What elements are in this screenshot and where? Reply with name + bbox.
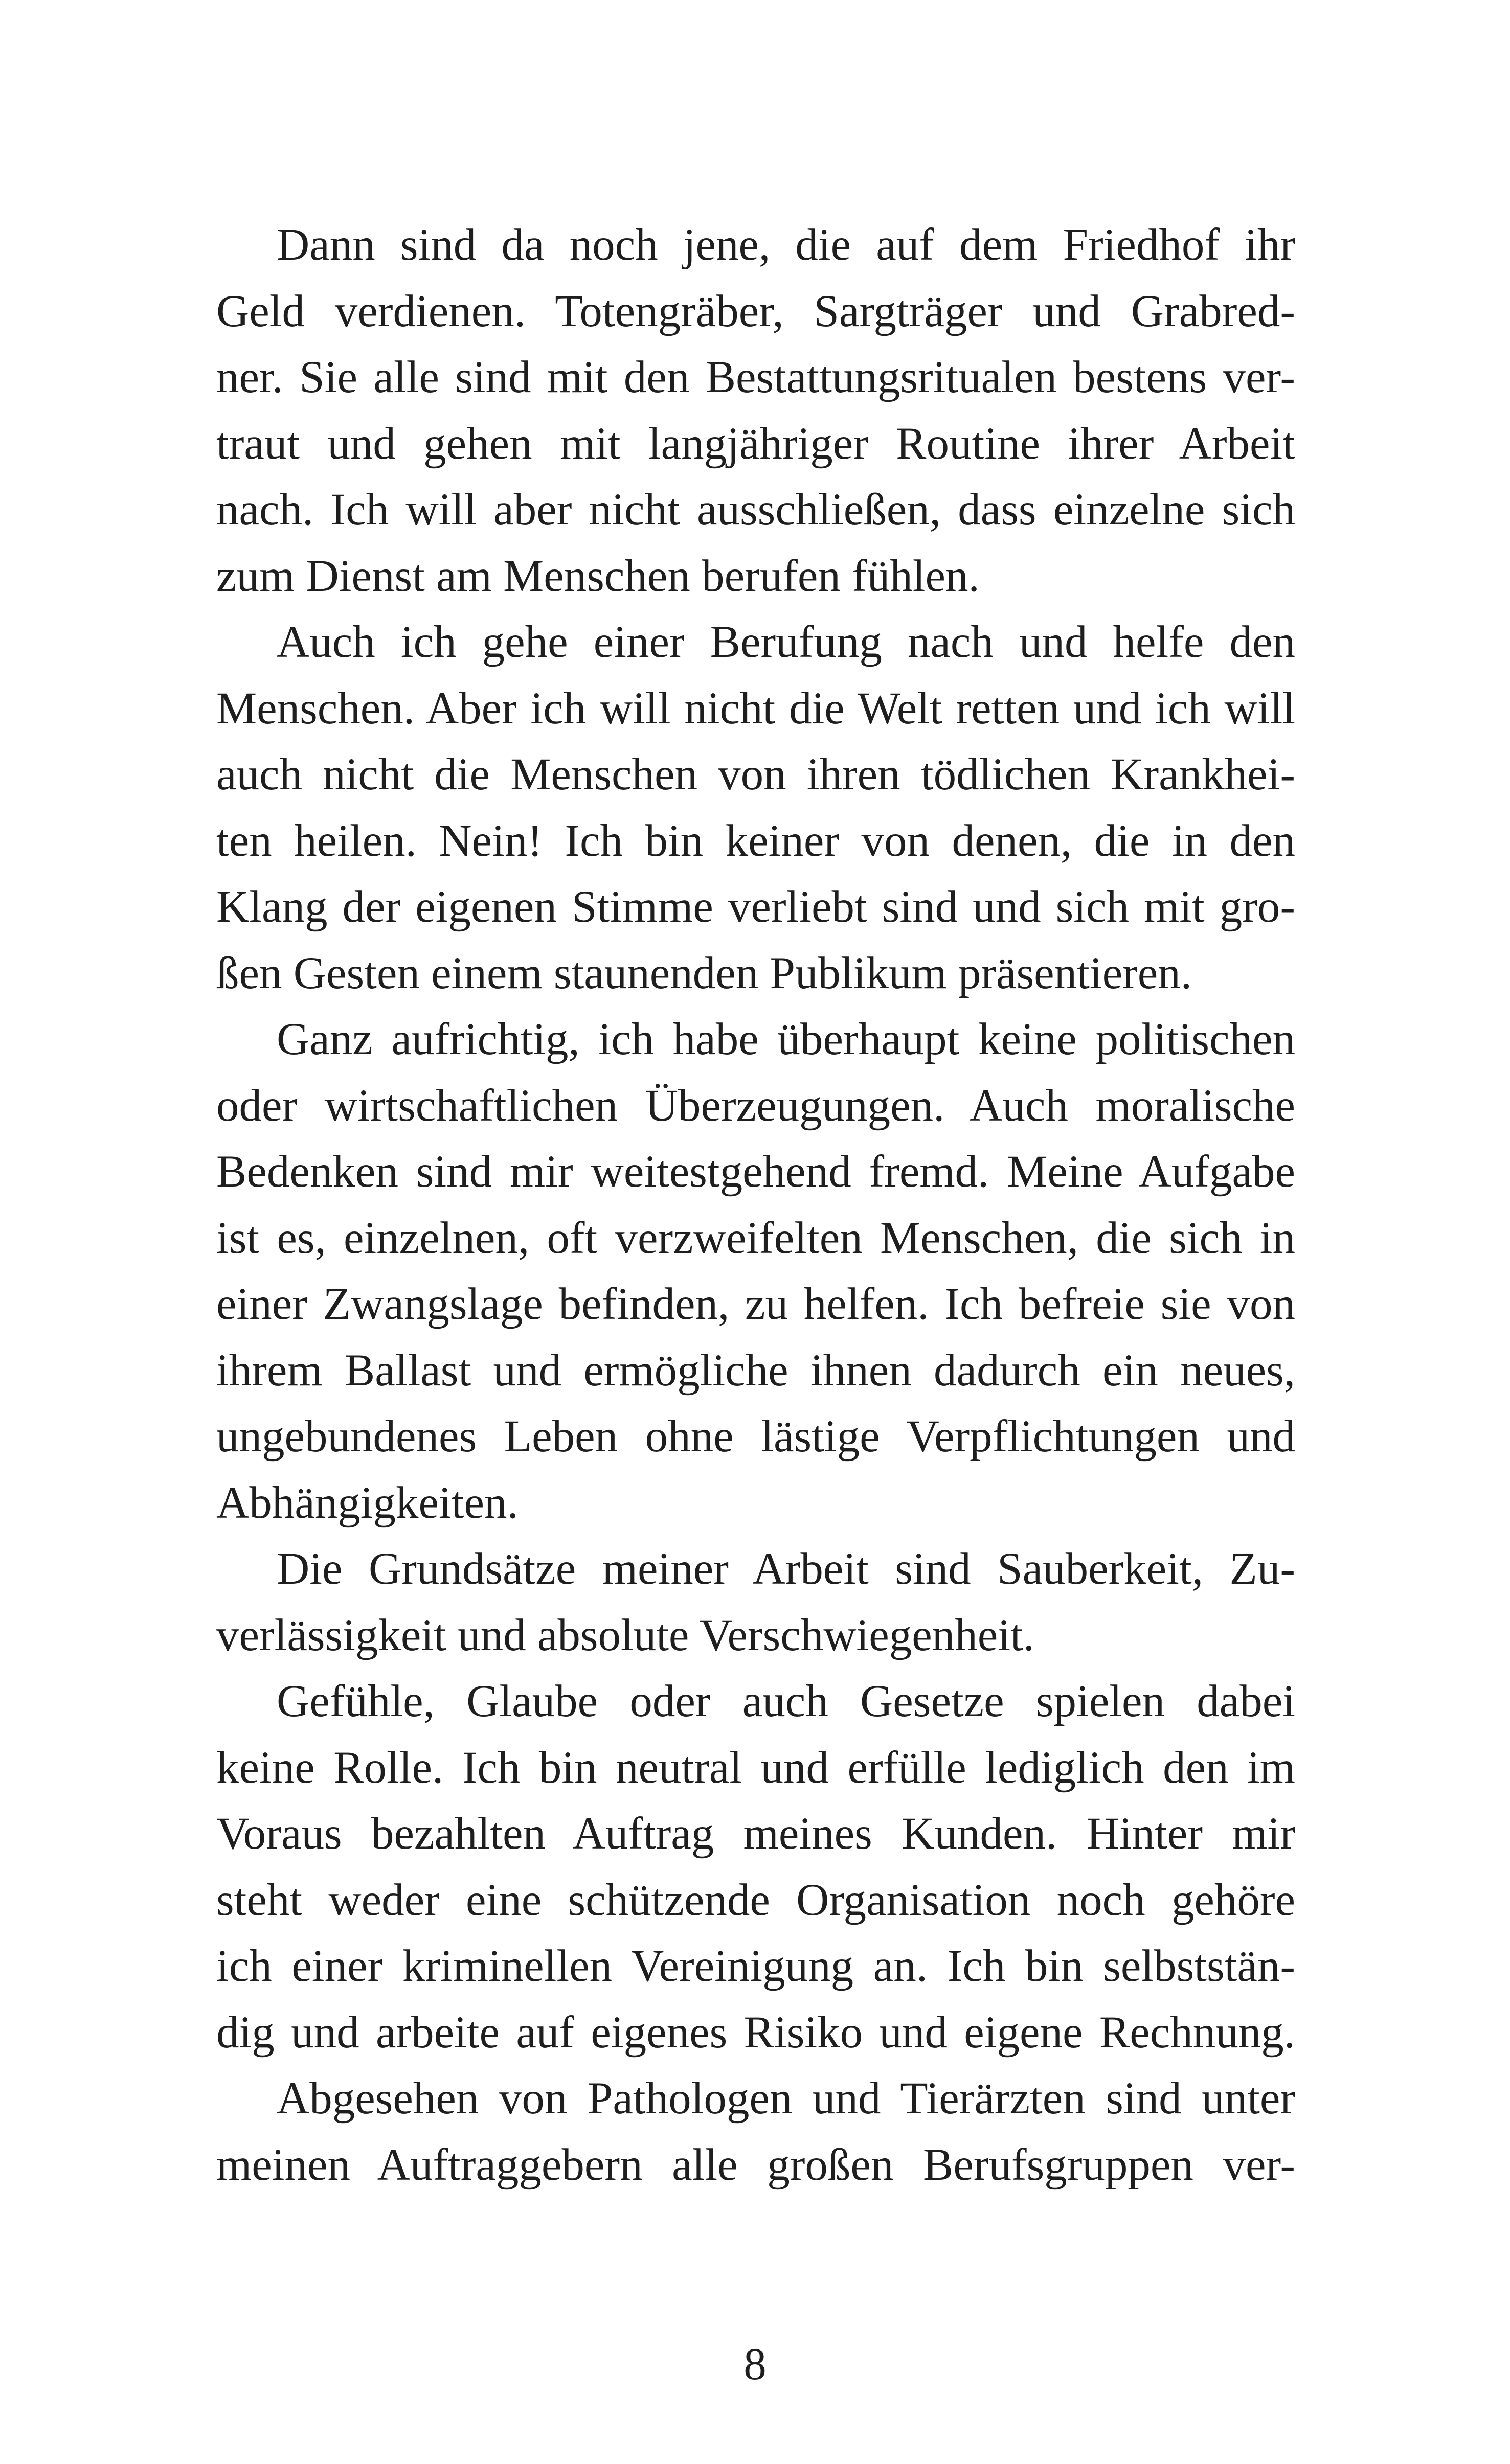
text-line: Klang der eigenen Stimme verliebt sind und sich mit gro- [216, 882, 1295, 932]
text-line: ist es, einzelnen, oft verzweifelten Menschen, die sich in [216, 1213, 1295, 1263]
text-line: zum Dienst am Menschen berufen fühlen. [216, 551, 980, 601]
text-line: ich einer kriminellen Vereinigung an. Ich bin selbststän- [216, 1941, 1295, 1991]
text-line: nach. Ich will aber nicht ausschließen, dass einzelne sich [216, 485, 1295, 535]
paragraph [216, 1536, 1295, 1669]
text-line: Dann sind da noch jene, die auf dem Friedhof ihr [277, 220, 1295, 270]
text-line: oder wirtschaftlichen Überzeugungen. Auch moralische [216, 1080, 1295, 1131]
text-line: meinen Auftraggebern alle großen Berufsgruppen ver- [216, 2139, 1295, 2190]
paragraph [216, 212, 1295, 609]
text-line: Ganz aufrichtig, ich habe überhaupt keine politischen [277, 1014, 1295, 1064]
text-line: Die Grundsätze meiner Arbeit sind Sauberkeit, Zu- [277, 1544, 1295, 1594]
text-line: verlässigkeit und absolute Verschwiegenheit. [216, 1610, 1034, 1660]
text-line: auch nicht die Menschen von ihren tödlichen Krankhei- [216, 749, 1295, 800]
text-line: steht weder eine schützende Organisation noch gehöre [216, 1875, 1295, 1925]
text-line: Abhängigkeiten. [216, 1477, 519, 1528]
paragraph [216, 1007, 1295, 1536]
text-line: traut und gehen mit langjähriger Routine ihrer Arbeit [216, 418, 1295, 469]
text-line: Bedenken sind mir weitestgehend fremd. Meine Aufgabe [216, 1147, 1295, 1197]
text-line: ungebundenes Leben ohne lästige Verpflichtungen und [216, 1411, 1295, 1462]
text-line: ner. Sie alle sind mit den Bestattungsritualen bestens ver- [216, 352, 1295, 402]
text-line: ßen Gesten einem staunenden Publikum präsentieren. [216, 948, 1192, 998]
body-text [216, 212, 1295, 2198]
paragraph [216, 2066, 1295, 2198]
text-line: keine Rolle. Ich bin neutral und erfülle lediglich den im [216, 1742, 1295, 1793]
text-line: Voraus bezahlten Auftrag meines Kunden. Hinter mir [216, 1809, 1295, 1859]
paragraph [216, 609, 1295, 1007]
text-line: Auch ich gehe einer Berufung nach und helfe den [277, 617, 1295, 667]
text-line: Menschen. Aber ich will nicht die Welt retten und ich will [216, 683, 1295, 734]
text-line: Gefühle, Glaube oder auch Gesetze spielen dabei [277, 1676, 1295, 1726]
paragraph [216, 1669, 1295, 2066]
page-number: 8 [743, 2339, 767, 2389]
text-line: ihrem Ballast und ermögliche ihnen dadurch ein neues, [216, 1345, 1295, 1396]
text-line: ten heilen. Nein! Ich bin keiner von denen, die in den [216, 815, 1295, 866]
text-line: einer Zwangslage befinden, zu helfen. Ich befreie sie von [216, 1279, 1295, 1329]
text-line: Geld verdienen. Totengräber, Sargträger und Grabred- [216, 286, 1295, 336]
text-line: dig und arbeite auf eigenes Risiko und eigene Rechnung. [216, 2007, 1295, 2058]
text-line: Abgesehen von Pathologen und Tierärzten sind unter [277, 2073, 1295, 2124]
